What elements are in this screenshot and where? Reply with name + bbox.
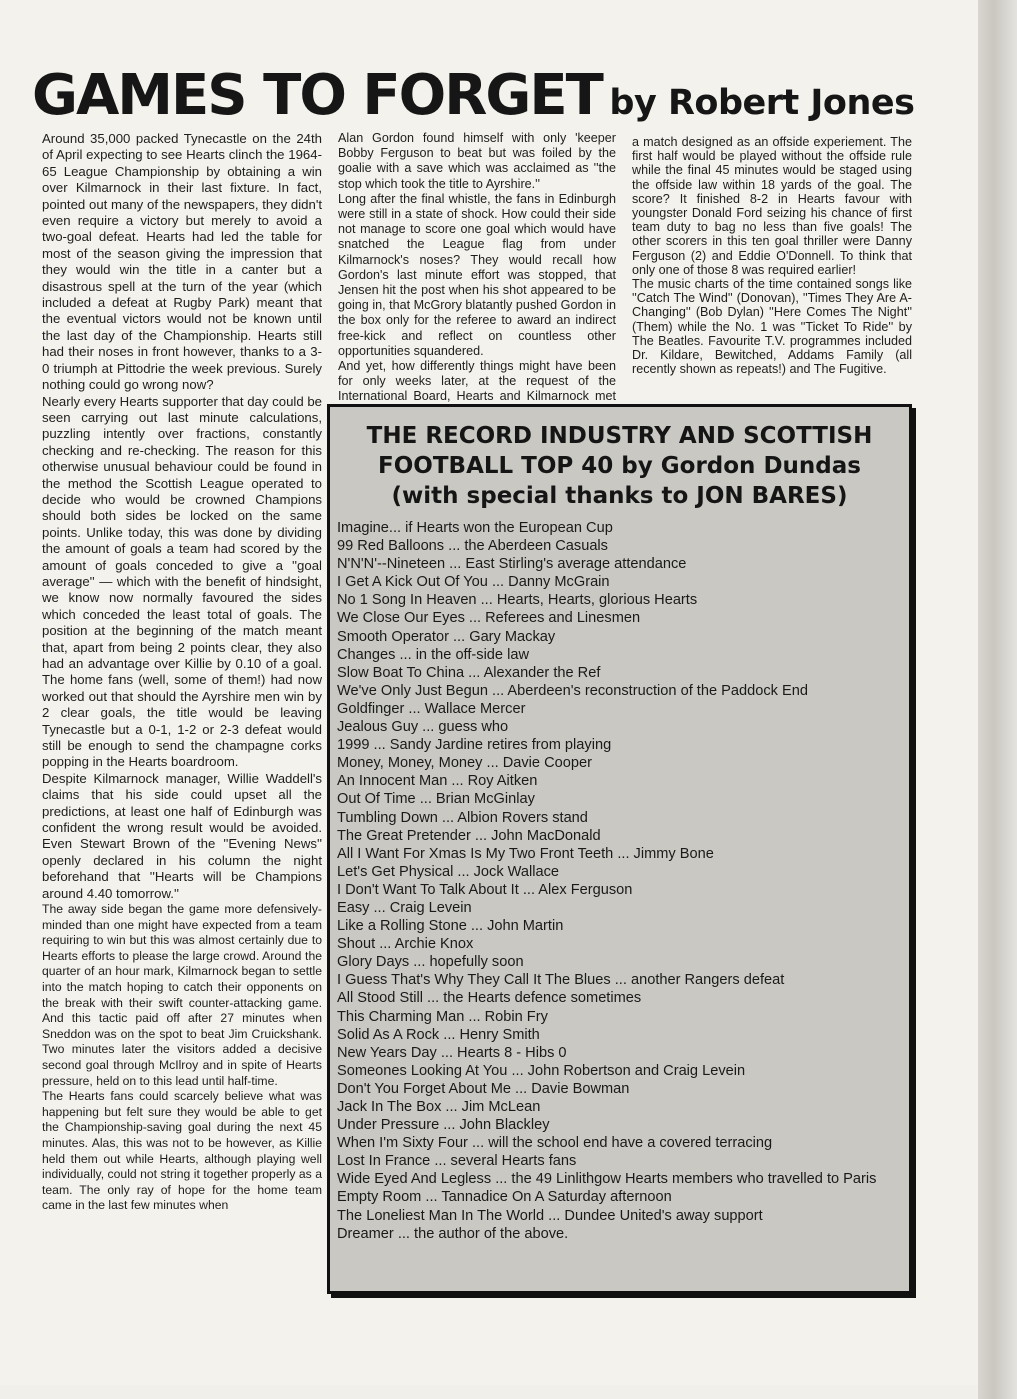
list-item: Easy ... Craig Levein xyxy=(337,899,472,916)
list-item: This Charming Man ... Robin Fry xyxy=(337,1008,548,1025)
list-item: New Years Day ... Hearts 8 - Hibs 0 xyxy=(337,1044,567,1061)
list-item: Don't You Forget About Me ... Davie Bowman xyxy=(337,1080,630,1097)
list-item: All Stood Still ... the Hearts defence sometimes xyxy=(337,990,642,1007)
paragraph: Long after the final whistle, the fans in Edinburgh were still in a state of shock. How could their side not manage to score one goal which would have snatched the League flag from under Kilmarnock's noses? They would recall how Gordon's last minute effort was stopped, that Jensen hit the post when his shot appeared to be going in, that McGrory blatantly pushed Gordon in the box only for the referee to award an indirect free-kick and reflect on countless other opportunities squandered. xyxy=(338,191,616,358)
list-item: Someones Looking At You ... John Robertson and Craig Levein xyxy=(337,1062,746,1079)
paragraph: a match designed as an offside experiement. The first half would be played without the offside rule while the final 45 minutes would be staged using the offside law within 18 yards of the goal. The score? It finished 8-2 in Hearts favour with youngster Donald Ford seizing his chance of first team duty to bag no less than five goals! The other scorers in this ten goal thriller were Danny Ferguson (2) and Eddie O'Donnell. To think that only one of those 8 was required earlier! xyxy=(632,135,912,277)
paragraph: Nearly every Hearts supporter that day could be seen carrying out last minute calculations, puzzling intently over fractions, constantly checking and re-checking. The reason for this otherwise unusual behaviour could be found in the method the Scottish League operated to decide who would be crowned Champions should both sides be locked on the same points. Unlike today, this was done by dividing the amount of goals a team had scored by the amount of goals conceded to give a ''goal average'' — which with the benefit of hindsight, we know now normally favoured the sides which conceded the least total of goals. The position at the beginning of the match meant that, apart from being 2 points clear, they also had an advantage over Killie by 0.10 of a goal. The home fans (well, some of them!) had now worked out that should the Ayrshire men win by 2 clear goals, the title would be leaving Tynecastle but a 0-1, 1-2 or 2-3 defeat would still be enough to send the champagne corks popping in the Hearts boardroom. xyxy=(42,393,323,770)
paragraph: Despite Kilmarnock manager, Willie Waddell's claims that his side could upset all the predictions, at least one half of Edinburgh was confident the wrong result would be avoided. Even Stewart Brown of the ''Evening News'' openly declared in his column the night beforehand that ''Hearts will be Champions around 4.40 tomorrow.'' xyxy=(42,770,322,901)
list-item: Changes ... in the off-side law xyxy=(337,646,529,663)
list-item: Tumbling Down ... Albion Rovers stand xyxy=(337,809,588,826)
list-item: Jack In The Box ... Jim McLean xyxy=(337,1099,541,1115)
top-forty-list xyxy=(330,519,909,1243)
paragraph: The music charts of the time contained songs like ''Catch The Wind'' (Donovan), ''Times They Are A-Changing'' (Bob Dylan) ''Here Comes The Night'' (Them) while the No. 1 was ''Ticket To Ride'' by The Beatles. Favourite T.V. programmes included Dr. Kildare, Bewitched, Addams Family (all recently shown as repeats!) and The Fugitive. xyxy=(632,277,912,377)
list-item: Dreamer ... the author of the above. xyxy=(337,1225,569,1242)
list-item: We've Only Just Begun ... Aberdeen's reconstruction of the Paddock End xyxy=(337,682,808,699)
list-item: Like a Rolling Stone ... John Martin xyxy=(337,918,564,935)
paragraph: The Hearts fans could scarcely believe what was happening but felt sure they would be able to get the Championship-saving goal during the next 45 minutes. Alas, this was not to be however, as Killie held them out while Hearts, although playing well individually, could not string it together properly as a team. The only ray of hope for the home team came in the last few minutes when xyxy=(42,1089,322,1213)
article-column-1 xyxy=(42,131,322,1214)
list-item: Out Of Time ... Brian McGinlay xyxy=(337,791,535,808)
list-item: Lost In France ... several Hearts fans xyxy=(337,1153,577,1170)
list-item: Goldfinger ... Wallace Mercer xyxy=(337,700,526,717)
list-item: I Don't Want To Talk About It ... Alex Ferguson xyxy=(337,881,633,898)
list-item: Imagine... if Hearts won the European Cup xyxy=(337,520,613,536)
top-forty-box xyxy=(327,404,912,1294)
list-item: Shout ... Archie Knox xyxy=(337,936,474,953)
article-byline: by Robert Jones xyxy=(609,83,915,123)
list-item: I Guess That's Why They Call It The Blues ... another Rangers defeat xyxy=(337,972,785,989)
list-item: Wide Eyed And Legless ... the 49 Linlithgow Hearts members who travelled to Paris xyxy=(337,1171,877,1188)
article-column-2 xyxy=(338,131,616,420)
list-item: Under Pressure ... John Blackley xyxy=(337,1117,550,1134)
article-column-3 xyxy=(632,135,912,376)
list-item: No 1 Song In Heaven ... Hearts, Hearts, glorious Hearts xyxy=(337,592,698,609)
list-item: The Loneliest Man In The World ... Dundee United's away support xyxy=(337,1207,763,1224)
top-forty-title xyxy=(340,421,899,511)
list-item: I Get A Kick Out Of You ... Danny McGrain xyxy=(337,574,610,591)
list-item: We Close Our Eyes ... Referees and Linesmen xyxy=(337,610,641,627)
list-item: Solid As A Rock ... Henry Smith xyxy=(337,1026,540,1043)
list-item: When I'm Sixty Four ... will the school end have a covered terracing xyxy=(337,1135,773,1152)
list-item: Smooth Operator ... Gary Mackay xyxy=(337,628,556,645)
list-item: Glory Days ... hopefully soon xyxy=(337,954,524,971)
paragraph: The away side began the game more defensively-minded than one might have expected from a team requiring to win but this was almost certainly due to Hearts efforts to please the large crowd. Around the quarter of an hour mark, Kilmarnock began to settle into the match hoping to catch their opponents on the break with their swift counter-attacking game. And this tactic paid off after 27 minutes when Sneddon was on the spot to beat Jim Cruickshank. Two minutes later the visitors added a decisive second goal through McIlroy and in spite of Hearts pressure, held on to this lead until half-time. xyxy=(42,902,322,1088)
paragraph: And yet, how differently things might have been for only weeks later, at the request of the International Board, Hearts and Kilmarnock met xyxy=(338,359,616,404)
list-item: The Great Pretender ... John MacDonald xyxy=(337,827,601,844)
list-item: Jealous Guy ... guess who xyxy=(337,719,509,736)
article-title-block xyxy=(32,63,915,128)
top-forty-title-line: (with special thanks to JON BARES) xyxy=(391,483,848,509)
list-item: All I Want For Xmas Is My Two Front Teeth ... Jimmy Bone xyxy=(337,845,714,862)
paragraph: Around 35,000 packed Tynecastle on the 24th of April expecting to see Hearts clinch the 1964-65 League Championship by obtaining a win over Kilmarnock in their last fixture. In fact, pointed out many of the newspapers, they didn't even require a victory but merely to avoid a two-goal defeat. Hearts had led the table for most of the season giving the impression that they would win the title in a canter but a disastrous spell at the turn of the year (which included a defeat at Rugby Park) meant that the eventual victors would not be known until the last day of the Championship. Hearts still had their noses in front however, thanks to a 3-0 triumph at Pittodrie the week previous. Surely nothing could go wrong now? xyxy=(42,131,322,393)
list-item: An Innocent Man ... Roy Aitken xyxy=(337,773,538,790)
list-item: Money, Money, Money ... Davie Cooper xyxy=(337,755,592,772)
list-item: Slow Boat To China ... Alexander the Ref xyxy=(337,664,601,681)
top-forty-title-line: THE RECORD INDUSTRY AND SCOTTISH xyxy=(366,423,873,449)
article-title: GAMES TO FORGET xyxy=(32,63,602,128)
page-edge xyxy=(978,0,1017,1399)
list-item: Let's Get Physical ... Jock Wallace xyxy=(337,863,560,880)
list-item: Empty Room ... Tannadice On A Saturday afternoon xyxy=(337,1189,672,1206)
list-item: 1999 ... Sandy Jardine retires from playing xyxy=(337,737,612,754)
list-item: 99 Red Balloons ... the Aberdeen Casuals xyxy=(337,538,608,555)
top-forty-title-line: FOOTBALL TOP 40 by Gordon Dundas xyxy=(378,453,861,479)
paragraph: Alan Gordon found himself with only 'keeper Bobby Ferguson to beat but was foiled by the goalie with a save which was acclaimed as ''the stop which took the title to Ayrshire.'' xyxy=(338,131,616,191)
list-item: N'N'N'--Nineteen ... East Stirling's average attendance xyxy=(337,556,687,573)
